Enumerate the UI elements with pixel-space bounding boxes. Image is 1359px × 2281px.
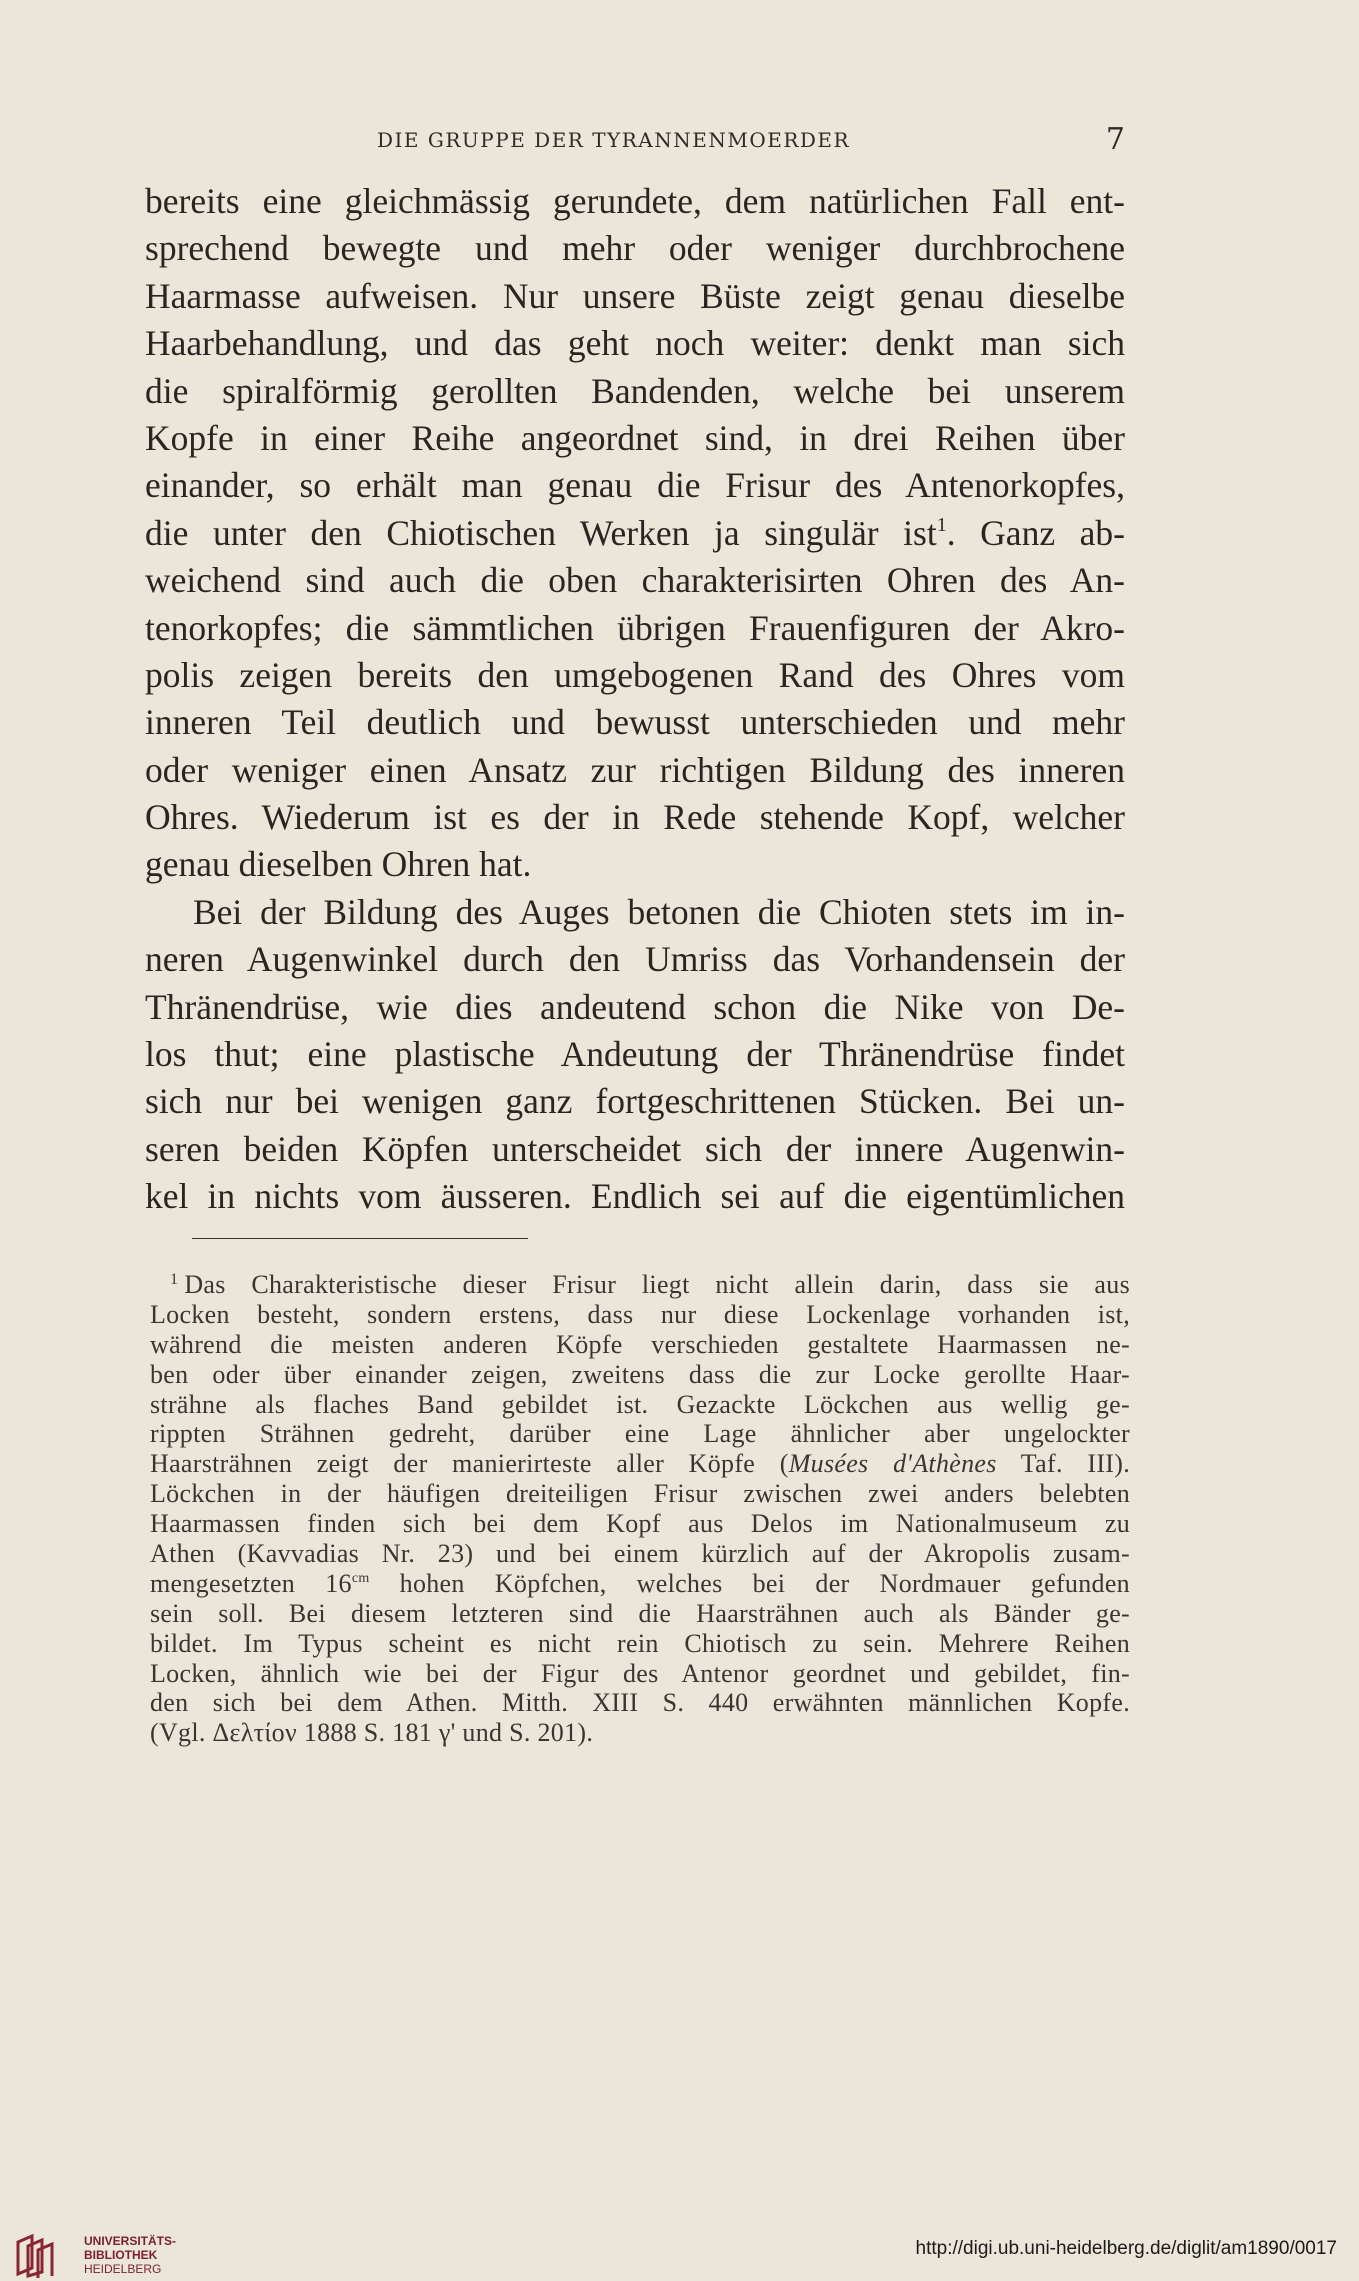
text-fragment: mengesetzten 16: [150, 1568, 352, 1598]
footnote-reference[interactable]: 1: [936, 513, 947, 536]
footnote-line: [150, 1270, 1130, 1300]
text-fragment: Das Charakteristische dieser Frisur liegt nicht allein darin, dass sie aus: [184, 1270, 1130, 1299]
library-logo-icon: [14, 2232, 72, 2278]
page-header: [145, 122, 1125, 168]
running-title: DIE GRUPPE DER TYRANNENMOERDER: [377, 128, 851, 152]
footnote-line: während die meisten anderen Köpfe verschieden gestaltete Haarmassen ne-: [150, 1329, 1130, 1359]
text-line: seren beiden Köpfen unterscheidet sich der innere Augenwin-: [145, 1128, 1125, 1169]
text-line: Thränendrüse, wie dies andeutend schon die Nike von De-: [145, 986, 1125, 1027]
footnote-line: Athen (Kavvadias Nr. 23) und bei einem kürzlich auf der Akropolis zusam-: [150, 1539, 1130, 1569]
footnote-line: Haarmassen finden sich bei dem Kopf aus Delos im Nationalmuseum zu: [150, 1509, 1130, 1539]
footnote-line: sein soll. Bei diesem letzteren sind die Haarsträhnen auch als Bänder ge-: [150, 1598, 1130, 1628]
footnote-line: strähne als flaches Band gebildet ist. Gezackte Löckchen aus wellig ge-: [150, 1389, 1130, 1419]
text-line: genau dieselben Ohren hat.: [145, 844, 532, 885]
main-text: [145, 178, 1125, 1221]
text-line: Ohres. Wiederum ist es der in Rede stehende Kopf, welcher: [145, 797, 1125, 838]
text-line: Haarbehandlung, und das geht noch weiter: denkt man sich: [145, 323, 1125, 364]
text-line: inneren Teil deutlich und bewusst unterschieden und mehr: [145, 702, 1125, 743]
text-line: tenorkopfes; die sämmtlichen übrigen Frauenfiguren der Akro-: [145, 607, 1125, 648]
logo-line: BIBLIOTHEK: [84, 2248, 158, 2262]
text-fragment: . Ganz ab-: [946, 512, 1125, 553]
italic-title: Musées d'Athènes: [788, 1449, 997, 1479]
text-fragment: hohen Köpfchen, welches bei der Nordmauer gefunden: [369, 1568, 1130, 1598]
footnote-line: rippten Strähnen gedreht, darüber eine Lage ähnlicher aber ungelockter: [150, 1419, 1130, 1449]
text-line-with-footnote-ref: [145, 510, 1125, 557]
text-line: die spiralförmig gerollten Bandenden, welche bei unserem: [145, 370, 1125, 411]
text-line: los thut; eine plastische Andeutung der Thränendrüse findet: [145, 1034, 1125, 1075]
footnote-line: [150, 1449, 1130, 1479]
footnote-line: Löckchen in der häufigen dreiteiligen Frisur zwischen zwei anders belebten: [150, 1479, 1130, 1509]
text-line: polis zeigen bereits den umgebogenen Rand des Ohres vom: [145, 654, 1125, 695]
text-line: Kopfe in einer Reihe angeordnet sind, in drei Reihen über: [145, 417, 1125, 458]
source-url[interactable]: http://digi.ub.uni-heidelberg.de/diglit/am1890/0017: [915, 2238, 1337, 2259]
text-line: sich nur bei wenigen ganz fortgeschrittenen Stücken. Bei un-: [145, 1081, 1125, 1122]
text-line: neren Augenwinkel durch den Umriss das Vorhandensein der: [145, 939, 1125, 980]
logo-line: HEIDELBERG: [84, 2262, 162, 2276]
footnote-separator: [192, 1238, 528, 1239]
text-line: Bei der Bildung des Auges betonen die Chioten stets im in-: [193, 891, 1125, 932]
text-line: bereits eine gleichmässig gerundete, dem natürlichen Fall ent-: [145, 181, 1125, 221]
text-line: oder weniger einen Ansatz zur richtigen Bildung des inneren: [145, 749, 1125, 790]
footnote-line: ben oder über einander zeigen, zweitens dass die zur Locke gerollte Haar-: [150, 1359, 1130, 1389]
library-logo-text: [84, 2234, 176, 2276]
footnote-line: [150, 1569, 1130, 1599]
footnote-line: den sich bei dem Athen. Mitth. XIII S. 440 erwähnten männlichen Kopfe.: [150, 1688, 1130, 1718]
text-fragment: die unter den Chiotischen Werken ja singulär ist: [145, 512, 937, 553]
logo-line: UNIVERSITÄTS-: [84, 2234, 177, 2248]
text-line: kel in nichts vom äusseren. Endlich sei auf die eigentümlichen: [145, 1176, 1125, 1217]
text-fragment: Taf. III).: [996, 1449, 1130, 1479]
footnote-line: Locken besteht, sondern erstens, dass nur diese Lockenlage vorhanden ist,: [150, 1299, 1130, 1329]
footnote: [150, 1270, 1130, 1748]
text-line: sprechend bewegte und mehr oder weniger durchbrochene: [145, 228, 1125, 269]
text-line: Haarmasse aufweisen. Nur unsere Büste zeigt genau dieselbe: [145, 275, 1125, 316]
footnote-line: bildet. Im Typus scheint es nicht rein Chiotisch zu sein. Mehrere Reihen: [150, 1628, 1130, 1658]
footnote-line: (Vgl. Δελτίον 1888 S. 181 γ' und S. 201).: [150, 1718, 594, 1748]
text-line: weichend sind auch die oben charakterisirten Ohren des An-: [145, 560, 1125, 601]
library-logo[interactable]: [14, 2232, 177, 2278]
footnote-marker: 1: [170, 1271, 179, 1288]
text-fragment: Haarsträhnen zeigt der manierirteste aller Köpfe (: [150, 1449, 789, 1479]
unit-superscript: cm: [351, 1570, 370, 1586]
text-line: einander, so erhält man genau die Frisur des Antenorkopfes,: [145, 465, 1125, 506]
page-number: 7: [1105, 122, 1125, 157]
footnote-line: Locken, ähnlich wie bei der Figur des Antenor geordnet und gebildet, fin-: [150, 1658, 1130, 1688]
